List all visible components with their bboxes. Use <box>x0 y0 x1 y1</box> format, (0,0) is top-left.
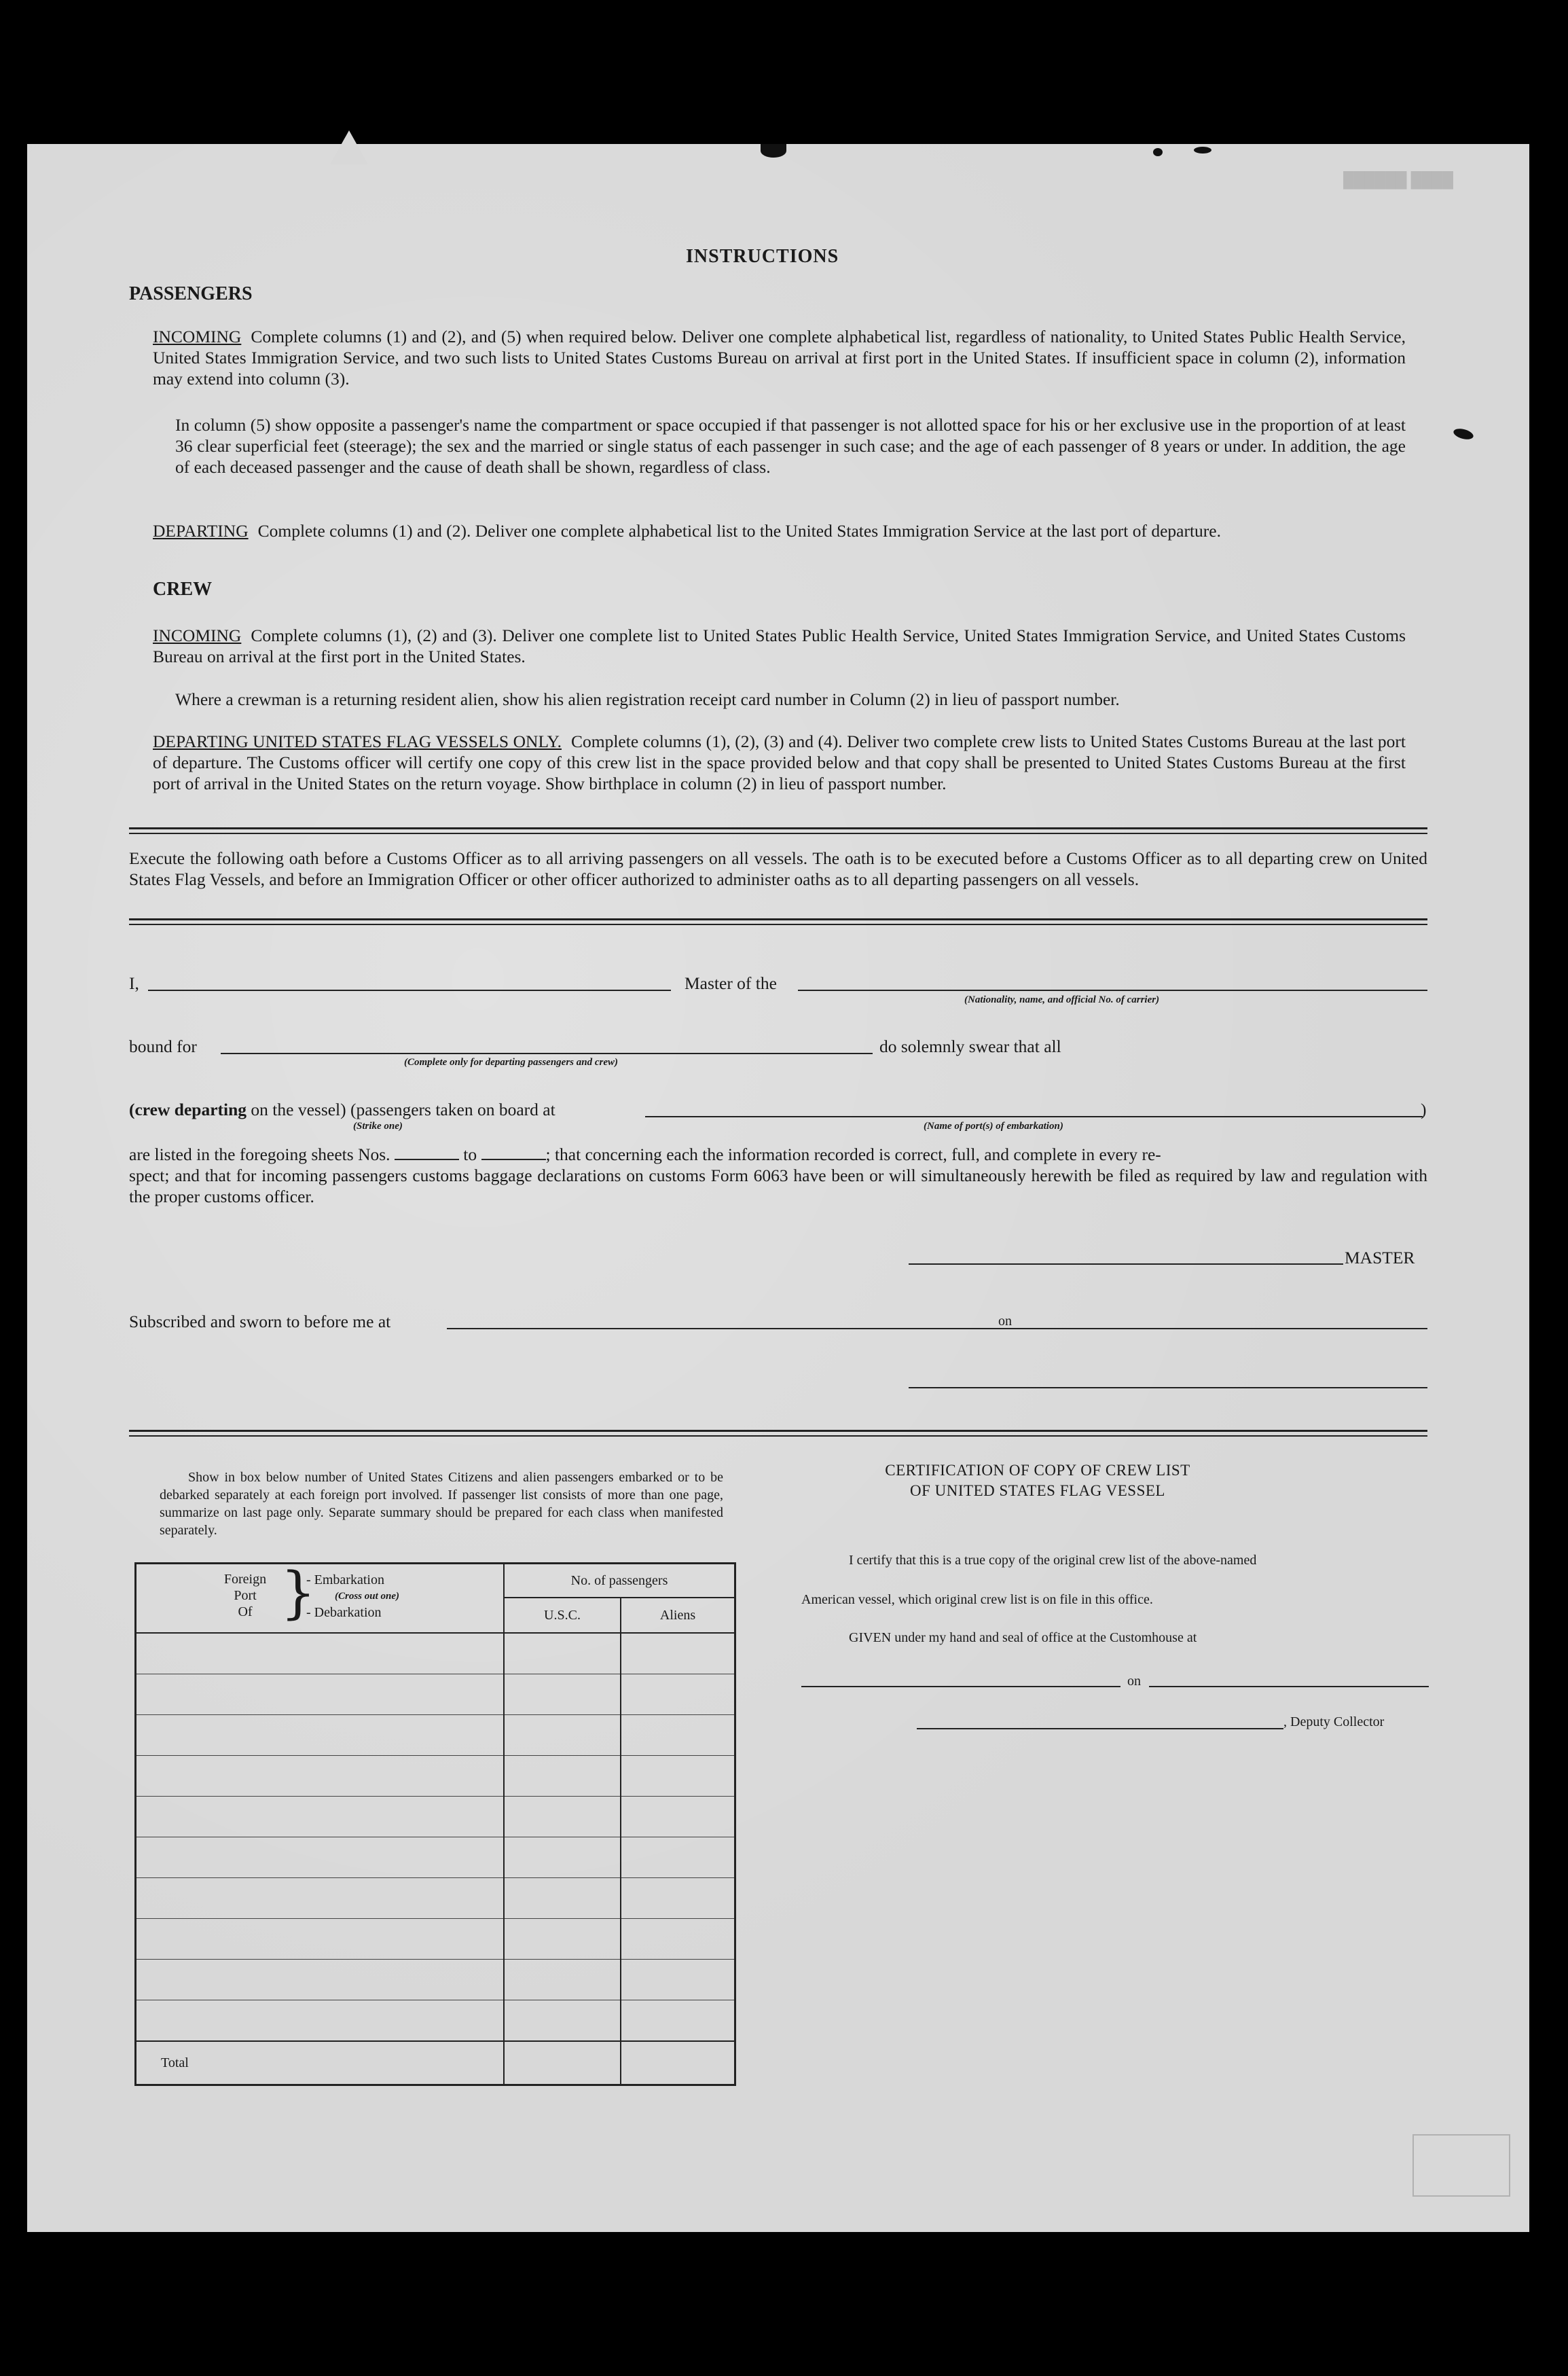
sheets-text-b: ; that concerning each the information recorded is correct, full, and complete in every re- <box>545 1145 1161 1164</box>
divider-rule <box>129 924 1427 925</box>
sworn-place-field[interactable] <box>447 1328 1023 1329</box>
crew-alien-paragraph: Where a crewman is a returning resident alien, show his alien registration receipt card number in Column (2) in lieu of passport number. <box>175 689 1120 709</box>
port-header-cell <box>136 1561 505 1634</box>
oath-instruction-paragraph: Execute the following oath before a Customs Officer as to all arriving passengers on all vessels. The oath is to be executed before a Customs Officer as to all departing crew on United States Flag Vessels, and before an Immigration Officer or other officer authorized to administer oaths as to all departing passengers on all vessels. <box>129 848 1427 889</box>
master-signature-field[interactable] <box>909 1263 1343 1265</box>
table-row[interactable] <box>136 1797 735 1837</box>
oath-i-label: I, <box>129 973 139 993</box>
certification-title-line-2: OF UNITED STATES FLAG VESSEL <box>910 1482 1165 1499</box>
on-the-vessel-text: on the vessel) <box>251 1100 346 1119</box>
customhouse-field[interactable] <box>801 1686 1120 1687</box>
passengers-section-title: PASSENGERS <box>129 283 253 304</box>
certification-date-field[interactable] <box>1149 1686 1429 1687</box>
strike-caption: (Strike one) <box>353 1121 403 1132</box>
crew-departing-text: Complete columns (1), (2), (3) and (4). Deliver two complete crew lists to United States Customs Bureau at the last port of departure. The Customs officer will certify one copy of this crew list in the space provided below and that copy shall be presented to United States Customs Bureau at the first port of arrival in the United States on the return voyage. Show birthplace in column (2) in lieu of passport number. <box>153 732 1406 793</box>
carrier-field[interactable] <box>798 990 1427 991</box>
swear-label: do solemnly swear that all <box>879 1037 1061 1056</box>
table-row[interactable] <box>136 1674 735 1715</box>
crew-passengers-line <box>129 1099 555 1120</box>
punch-mark <box>1194 147 1211 154</box>
officer-signature-field[interactable] <box>909 1387 1427 1388</box>
crew-departing-paragraph <box>153 731 1406 794</box>
column5-paragraph: In column (5) show opposite a passenger's name the compartment or space occupied if that passenger is not allotted space for his or her exclusive use in the proportion of at least 36 clear superficial feet (steerage); the sex and the married or single status of each passenger in such case; and the age of each passenger of 8 years or under. In addition, the age of each deceased passenger and the cause of death shall be shown, regardless of class. <box>175 415 1406 477</box>
crew-incoming-text: Complete columns (1), (2) and (3). Deliver one complete list to United States Public Health Service, United States Immigration Service, and United States Customs Bureau on arrival at the first port in the United States. <box>153 626 1406 666</box>
total-row[interactable] <box>136 2041 735 2085</box>
sheets-continuation: spect; and that for incoming passengers customs baggage declarations on customs Form 6063 have been or will simultaneously herewith be filed as required by law and regulation with the proper customs officer. <box>129 1166 1427 1206</box>
passenger-summary-table <box>134 1562 736 2086</box>
passengers-taken-option: (passengers taken on board at <box>350 1100 555 1119</box>
certification-line-3: GIVEN under my hand and seal of office at the Customhouse at <box>849 1630 1197 1645</box>
passengers-departing-paragraph <box>153 520 1406 541</box>
table-header-row <box>136 1564 735 1598</box>
divider-rule <box>129 1435 1427 1437</box>
sheets-to-text: to <box>463 1145 477 1164</box>
divider-rule <box>129 833 1427 834</box>
certification-title-line-1: CERTIFICATION OF COPY OF CREW LIST <box>885 1462 1190 1479</box>
punch-mark <box>1453 427 1475 441</box>
crew-section-title: CREW <box>153 579 213 600</box>
crew-departing-label: DEPARTING UNITED STATES FLAG VESSELS ONLY. <box>153 732 562 751</box>
deputy-collector-label: , Deputy Collector <box>1283 1714 1385 1729</box>
debarkation-label: - Debarkation <box>306 1605 382 1620</box>
total-label: Total <box>136 2041 505 2085</box>
embarkation-port-field[interactable] <box>645 1116 1423 1117</box>
port-label: Port <box>234 1588 257 1603</box>
table-row[interactable] <box>136 1756 735 1797</box>
bound-for-field[interactable] <box>221 1053 873 1054</box>
sheet-to-field[interactable] <box>481 1145 546 1160</box>
table-row[interactable] <box>136 2000 735 2042</box>
torn-corner <box>330 130 368 164</box>
certification-line-1: I certify that this is a true copy of the original crew list of the above-named <box>849 1553 1257 1568</box>
sheets-text-a: are listed in the foregoing sheets Nos. <box>129 1145 390 1164</box>
nationality-caption: (Nationality, name, and official No. of carrier) <box>964 994 1160 1005</box>
subscribed-label: Subscribed and sworn to before me at <box>129 1312 391 1331</box>
sheets-line <box>129 1144 1427 1165</box>
divider-rule <box>129 1430 1427 1432</box>
punch-mark <box>761 144 786 158</box>
table-row[interactable] <box>136 1633 735 1674</box>
cross-out-label: (Cross out one) <box>335 1591 400 1602</box>
passengers-incoming-text: Complete columns (1) and (2), and (5) when required below. Deliver one complete alphabetical list, regardless of nationality, to United States Public Health Service, United States Immigration Service, and two such lists to United States Customs Bureau on arrival at first port in the United States. If insufficient space in column (2), information may extend into column (3). <box>153 327 1406 389</box>
page-heading: INSTRUCTIONS <box>686 246 839 267</box>
embarkation-label: - Embarkation <box>306 1572 384 1587</box>
form-page <box>27 144 1529 2232</box>
table-row[interactable] <box>136 1919 735 1960</box>
sheet-from-field[interactable] <box>395 1145 459 1160</box>
punch-mark <box>1153 148 1163 156</box>
crew-incoming-label: INCOMING <box>153 626 242 645</box>
show-through-ghost-text: ████ ██████ <box>1343 171 1453 188</box>
master-of-label: Master of the <box>685 973 777 993</box>
certification-on-label: on <box>1127 1674 1141 1689</box>
table-row[interactable] <box>136 1960 735 2000</box>
brace-glyph: } <box>280 1561 316 1625</box>
usc-header: U.S.C. <box>504 1598 621 1633</box>
passengers-departing-text: Complete columns (1) and (2). Deliver one complete alphabetical list to the United States Immigration Service at the last port of departure. <box>257 521 1221 541</box>
certification-title <box>800 1460 1275 1501</box>
deputy-signature-field[interactable] <box>917 1728 1283 1729</box>
sworn-date-field[interactable] <box>1023 1328 1427 1329</box>
table-row[interactable] <box>136 1715 735 1756</box>
divider-rule <box>129 827 1427 829</box>
certification-line-2: American vessel, which original crew list is on file in this office. <box>801 1592 1153 1607</box>
master-name-field[interactable] <box>148 990 671 991</box>
passengers-incoming-paragraph <box>153 326 1406 389</box>
port-caption: (Name of port(s) of embarkation) <box>924 1121 1063 1132</box>
summary-note: Show in box below number of United States Citizens and alien passengers embarked or to be debarked separately at each foreign port involved. If passenger list consists of more than one page, summarize on last page only. Separate summary should be prepared for each class when manifested separately. <box>160 1470 723 1538</box>
crew-incoming-paragraph <box>153 625 1406 667</box>
close-paren: ) <box>1421 1100 1427 1119</box>
bound-for-label: bound for <box>129 1037 197 1056</box>
of-label: Of <box>238 1604 253 1619</box>
no-passengers-header: No. of passengers <box>504 1564 735 1598</box>
corner-stamp-box <box>1412 2134 1510 2197</box>
aliens-header: Aliens <box>621 1598 735 1633</box>
table-row[interactable] <box>136 1837 735 1878</box>
foreign-label: Foreign <box>223 1572 267 1587</box>
table-row[interactable] <box>136 1878 735 1919</box>
sworn-on-label: on <box>998 1314 1012 1329</box>
divider-rule <box>129 918 1427 920</box>
master-label: MASTER <box>1345 1248 1415 1267</box>
passengers-incoming-label: INCOMING <box>153 327 242 346</box>
passengers-departing-label: DEPARTING <box>153 521 249 541</box>
bound-caption: (Complete only for departing passengers and crew) <box>404 1057 618 1068</box>
crew-departing-option: (crew departing <box>129 1100 247 1119</box>
